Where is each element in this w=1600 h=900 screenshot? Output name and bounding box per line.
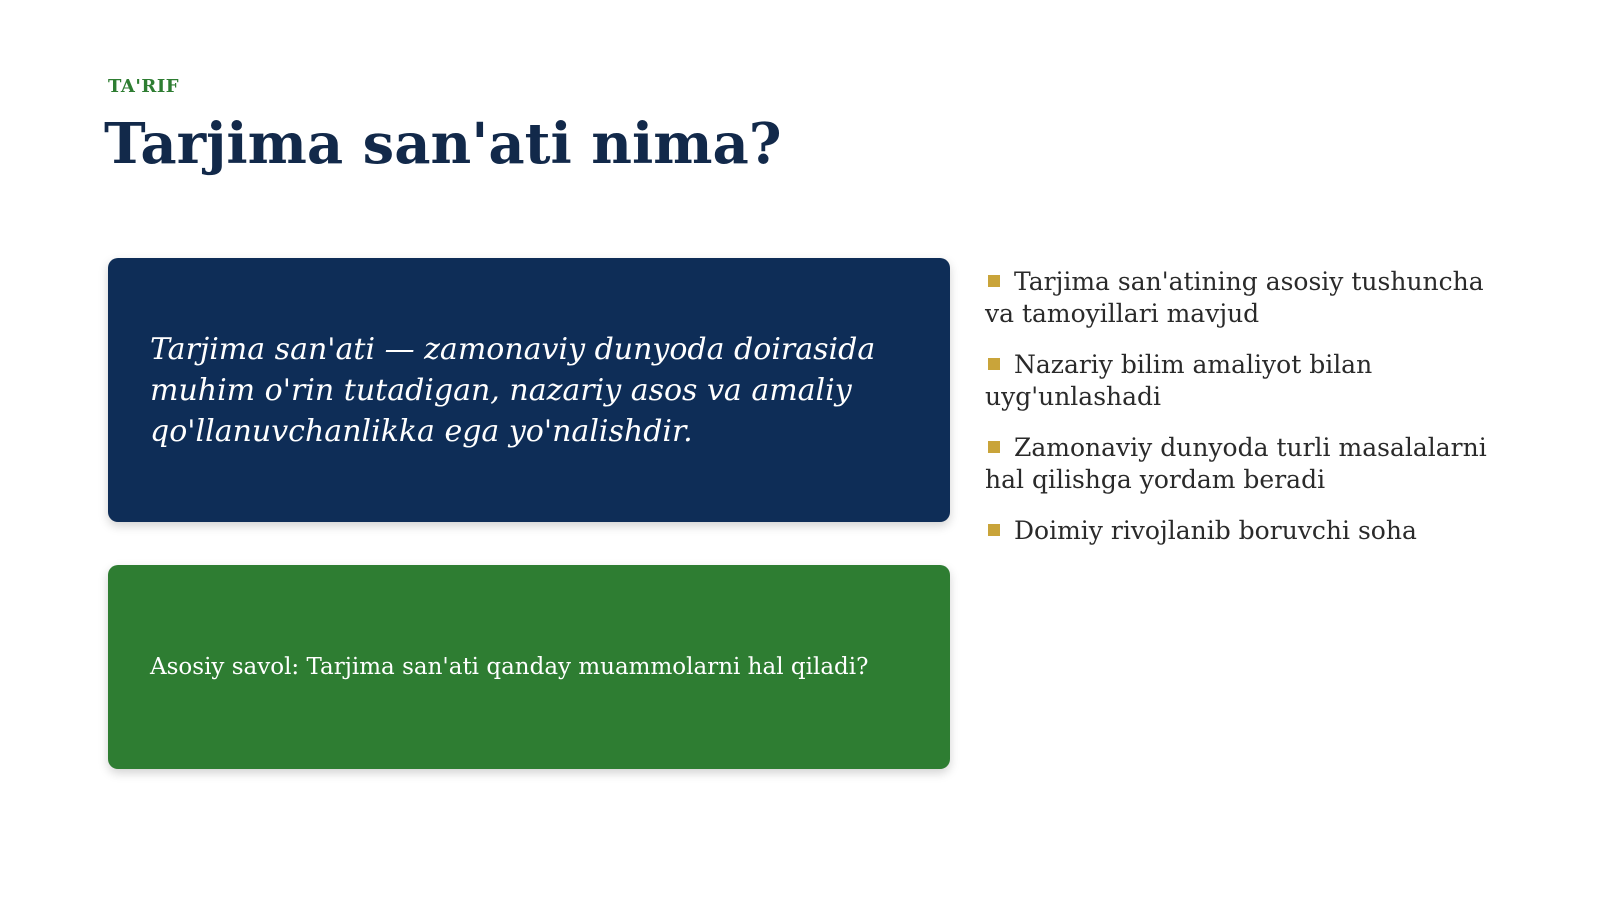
bullet-text: Tarjima san'atining asosiy tushuncha va tamoyillari mavjud — [985, 267, 1484, 328]
bullet-item — [985, 349, 1505, 413]
square-bullet-icon — [988, 524, 1000, 536]
definition-card — [108, 258, 950, 522]
question-text: Asosiy savol: Tarjima san'ati qanday muammolarni hal qiladi? — [150, 654, 869, 680]
question-card — [108, 565, 950, 769]
bullet-item — [985, 515, 1505, 547]
square-bullet-icon — [988, 275, 1000, 287]
square-bullet-icon — [988, 441, 1000, 453]
bullet-item — [985, 266, 1505, 330]
page-title: Tarjima san'ati nima? — [104, 111, 782, 177]
definition-text: Tarjima san'ati — zamonaviy dunyoda doirasida muhim o'rin tutadigan, nazariy asos va amaliy qo'llanuvchanlikka ega yo'nalishdir. — [150, 331, 876, 449]
bullet-text: Zamonaviy dunyoda turli masalalarni hal qilishga yordam beradi — [985, 433, 1487, 494]
bullet-item — [985, 432, 1505, 496]
section-label: TA'RIF — [108, 76, 180, 97]
square-bullet-icon — [988, 358, 1000, 370]
bullet-text: Nazariy bilim amaliyot bilan uyg'unlashadi — [985, 350, 1373, 411]
bullet-list — [985, 266, 1505, 566]
bullet-text: Doimiy rivojlanib boruvchi soha — [1014, 516, 1417, 545]
